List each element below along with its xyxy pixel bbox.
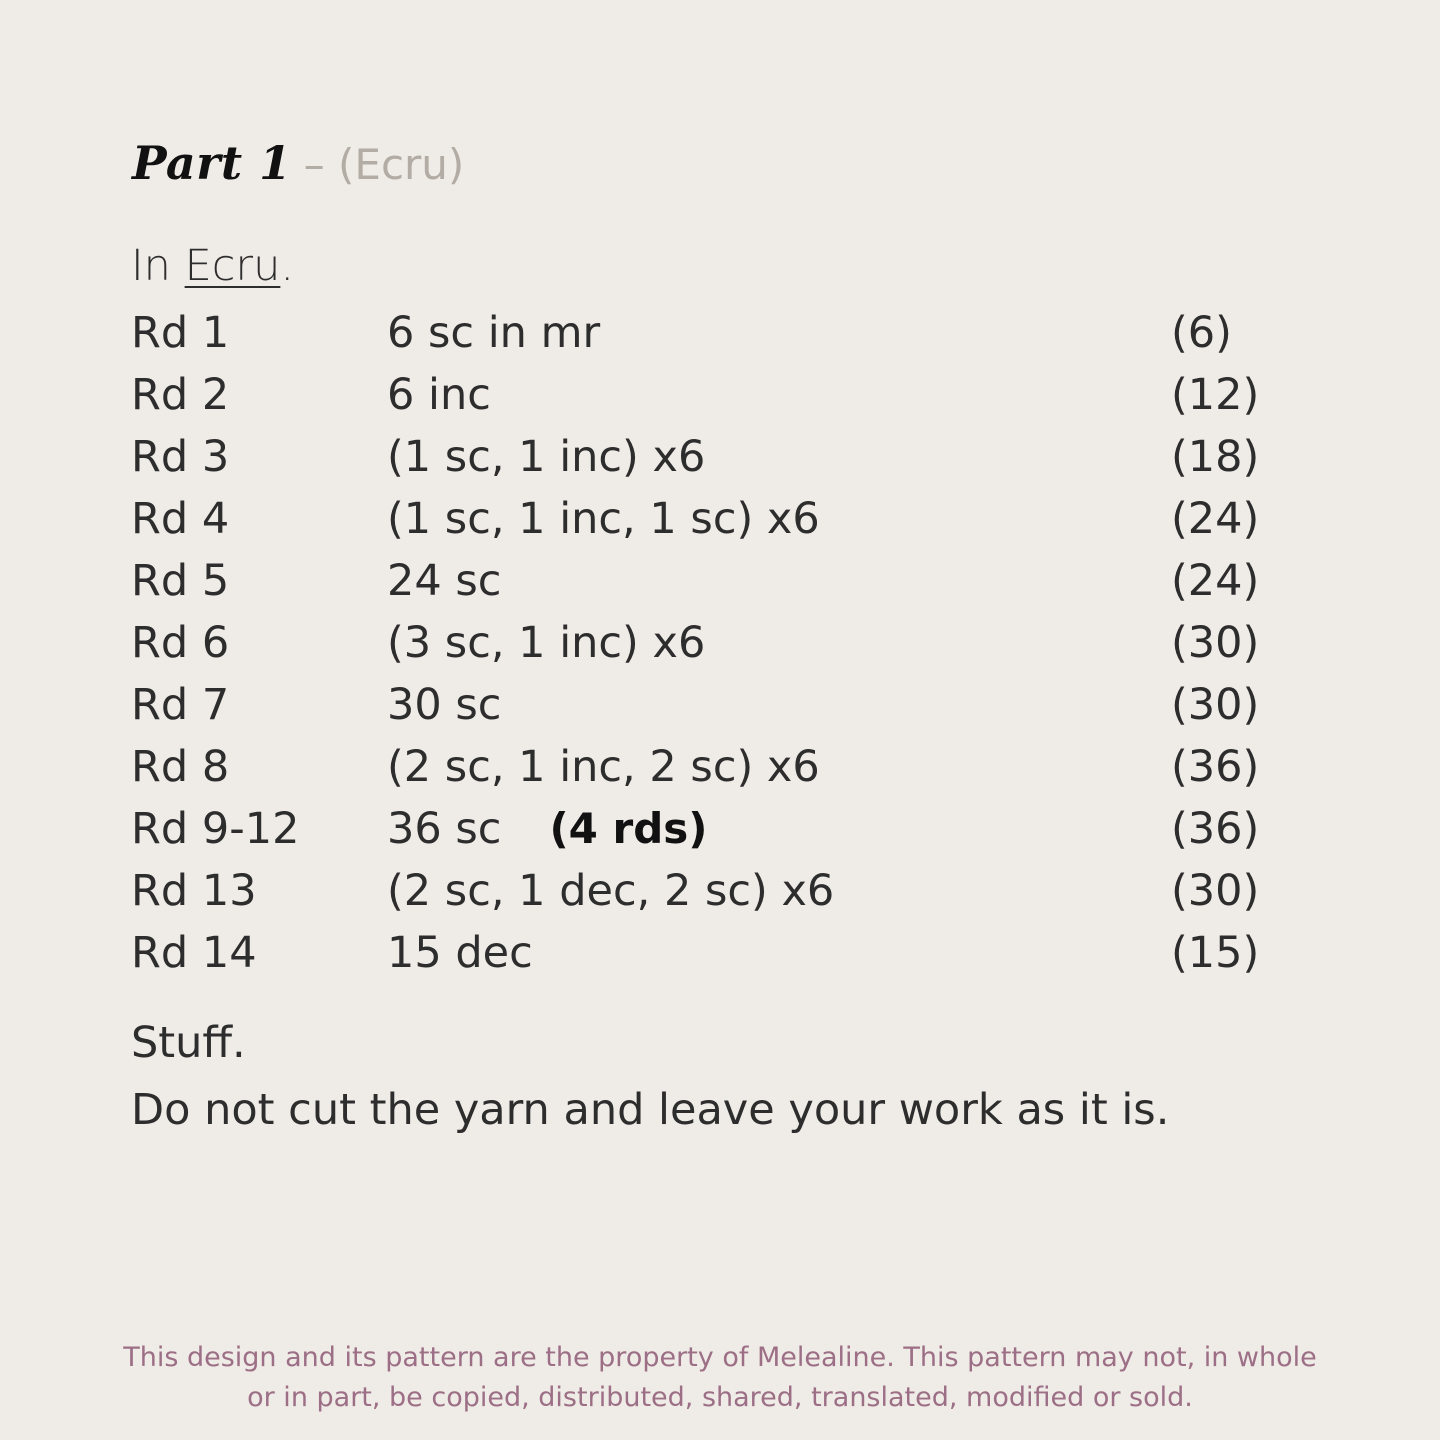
part-color-subtitle: – (Ecru) bbox=[303, 140, 465, 189]
round-row bbox=[131, 736, 1311, 798]
round-row bbox=[131, 364, 1311, 426]
finish-yarn-note: Do not cut the yarn and leave your work as it is. bbox=[131, 1085, 1170, 1135]
round-instruction: 6 inc bbox=[387, 370, 491, 420]
round-instruction-cell bbox=[387, 674, 501, 736]
round-row bbox=[131, 488, 1311, 550]
round-row bbox=[131, 612, 1311, 674]
round-instruction: (2 sc, 1 inc, 2 sc) x6 bbox=[387, 742, 820, 792]
round-stitch-count: (15) bbox=[1171, 928, 1260, 978]
round-stitch-count: (30) bbox=[1171, 866, 1260, 916]
page-title bbox=[132, 130, 464, 198]
rounds-table bbox=[131, 302, 1311, 984]
round-stitch-count: (36) bbox=[1171, 742, 1260, 792]
round-instruction: 30 sc bbox=[387, 680, 502, 730]
round-instruction-cell bbox=[387, 488, 820, 550]
round-instruction: (1 sc, 1 inc) x6 bbox=[387, 432, 706, 482]
intro-line bbox=[131, 234, 294, 298]
round-label: Rd 8 bbox=[131, 742, 230, 792]
round-instruction-cell bbox=[387, 302, 600, 364]
round-label: Rd 13 bbox=[131, 866, 257, 916]
intro-prefix: In bbox=[131, 241, 185, 291]
round-stitch-count: (30) bbox=[1171, 680, 1260, 730]
round-stitch-count: (18) bbox=[1171, 432, 1260, 482]
round-label: Rd 3 bbox=[131, 432, 230, 482]
finish-stuff: Stuff. bbox=[131, 1018, 246, 1068]
round-row bbox=[131, 550, 1311, 612]
round-label: Rd 7 bbox=[131, 680, 230, 730]
round-instruction-cell bbox=[387, 860, 834, 922]
round-instruction-cell bbox=[387, 798, 707, 860]
copyright-line-1: This design and its pattern are the property of Melealine. This pattern may not, in whole bbox=[123, 1342, 1317, 1373]
round-instruction: (1 sc, 1 inc, 1 sc) x6 bbox=[387, 494, 820, 544]
round-label: Rd 4 bbox=[131, 494, 230, 544]
round-stitch-count: (24) bbox=[1171, 494, 1260, 544]
round-instruction: (2 sc, 1 dec, 2 sc) x6 bbox=[387, 866, 835, 916]
intro-suffix: . bbox=[280, 241, 295, 291]
round-stitch-count: (36) bbox=[1171, 804, 1260, 854]
round-label: Rd 1 bbox=[131, 308, 230, 358]
round-row bbox=[131, 302, 1311, 364]
round-instruction: (3 sc, 1 inc) x6 bbox=[387, 618, 706, 668]
copyright-notice bbox=[100, 1338, 1340, 1418]
round-instruction-cell bbox=[387, 550, 501, 612]
finishing-instructions bbox=[131, 1010, 1169, 1144]
round-row bbox=[131, 426, 1311, 488]
round-label: Rd 6 bbox=[131, 618, 230, 668]
round-stitch-count: (30) bbox=[1171, 618, 1260, 668]
part-title: Part 1 bbox=[132, 136, 292, 190]
intro-color-name: Ecru bbox=[184, 241, 281, 291]
round-stitch-count: (24) bbox=[1171, 556, 1260, 606]
round-label: Rd 2 bbox=[131, 370, 230, 420]
round-row bbox=[131, 798, 1311, 860]
round-instruction-cell bbox=[387, 364, 491, 426]
round-label: Rd 9-12 bbox=[131, 804, 300, 854]
round-stitch-count: (12) bbox=[1171, 370, 1260, 420]
round-instruction: 24 sc bbox=[387, 556, 502, 606]
round-instruction: 6 sc in mr bbox=[387, 308, 601, 358]
round-row bbox=[131, 922, 1311, 984]
round-instruction-cell bbox=[387, 426, 705, 488]
round-instruction: 36 sc bbox=[387, 804, 502, 854]
round-stitch-count: (6) bbox=[1171, 308, 1232, 358]
round-instruction-cell bbox=[387, 736, 820, 798]
round-label: Rd 5 bbox=[131, 556, 230, 606]
round-instruction: 15 dec bbox=[387, 928, 533, 978]
round-label: Rd 14 bbox=[131, 928, 257, 978]
round-instruction-cell bbox=[387, 922, 533, 984]
copyright-line-2: or in part, be copied, distributed, shared, translated, modified or sold. bbox=[247, 1382, 1193, 1413]
round-row bbox=[131, 860, 1311, 922]
round-note: (4 rds) bbox=[549, 804, 708, 853]
round-row bbox=[131, 674, 1311, 736]
round-instruction-cell bbox=[387, 612, 705, 674]
